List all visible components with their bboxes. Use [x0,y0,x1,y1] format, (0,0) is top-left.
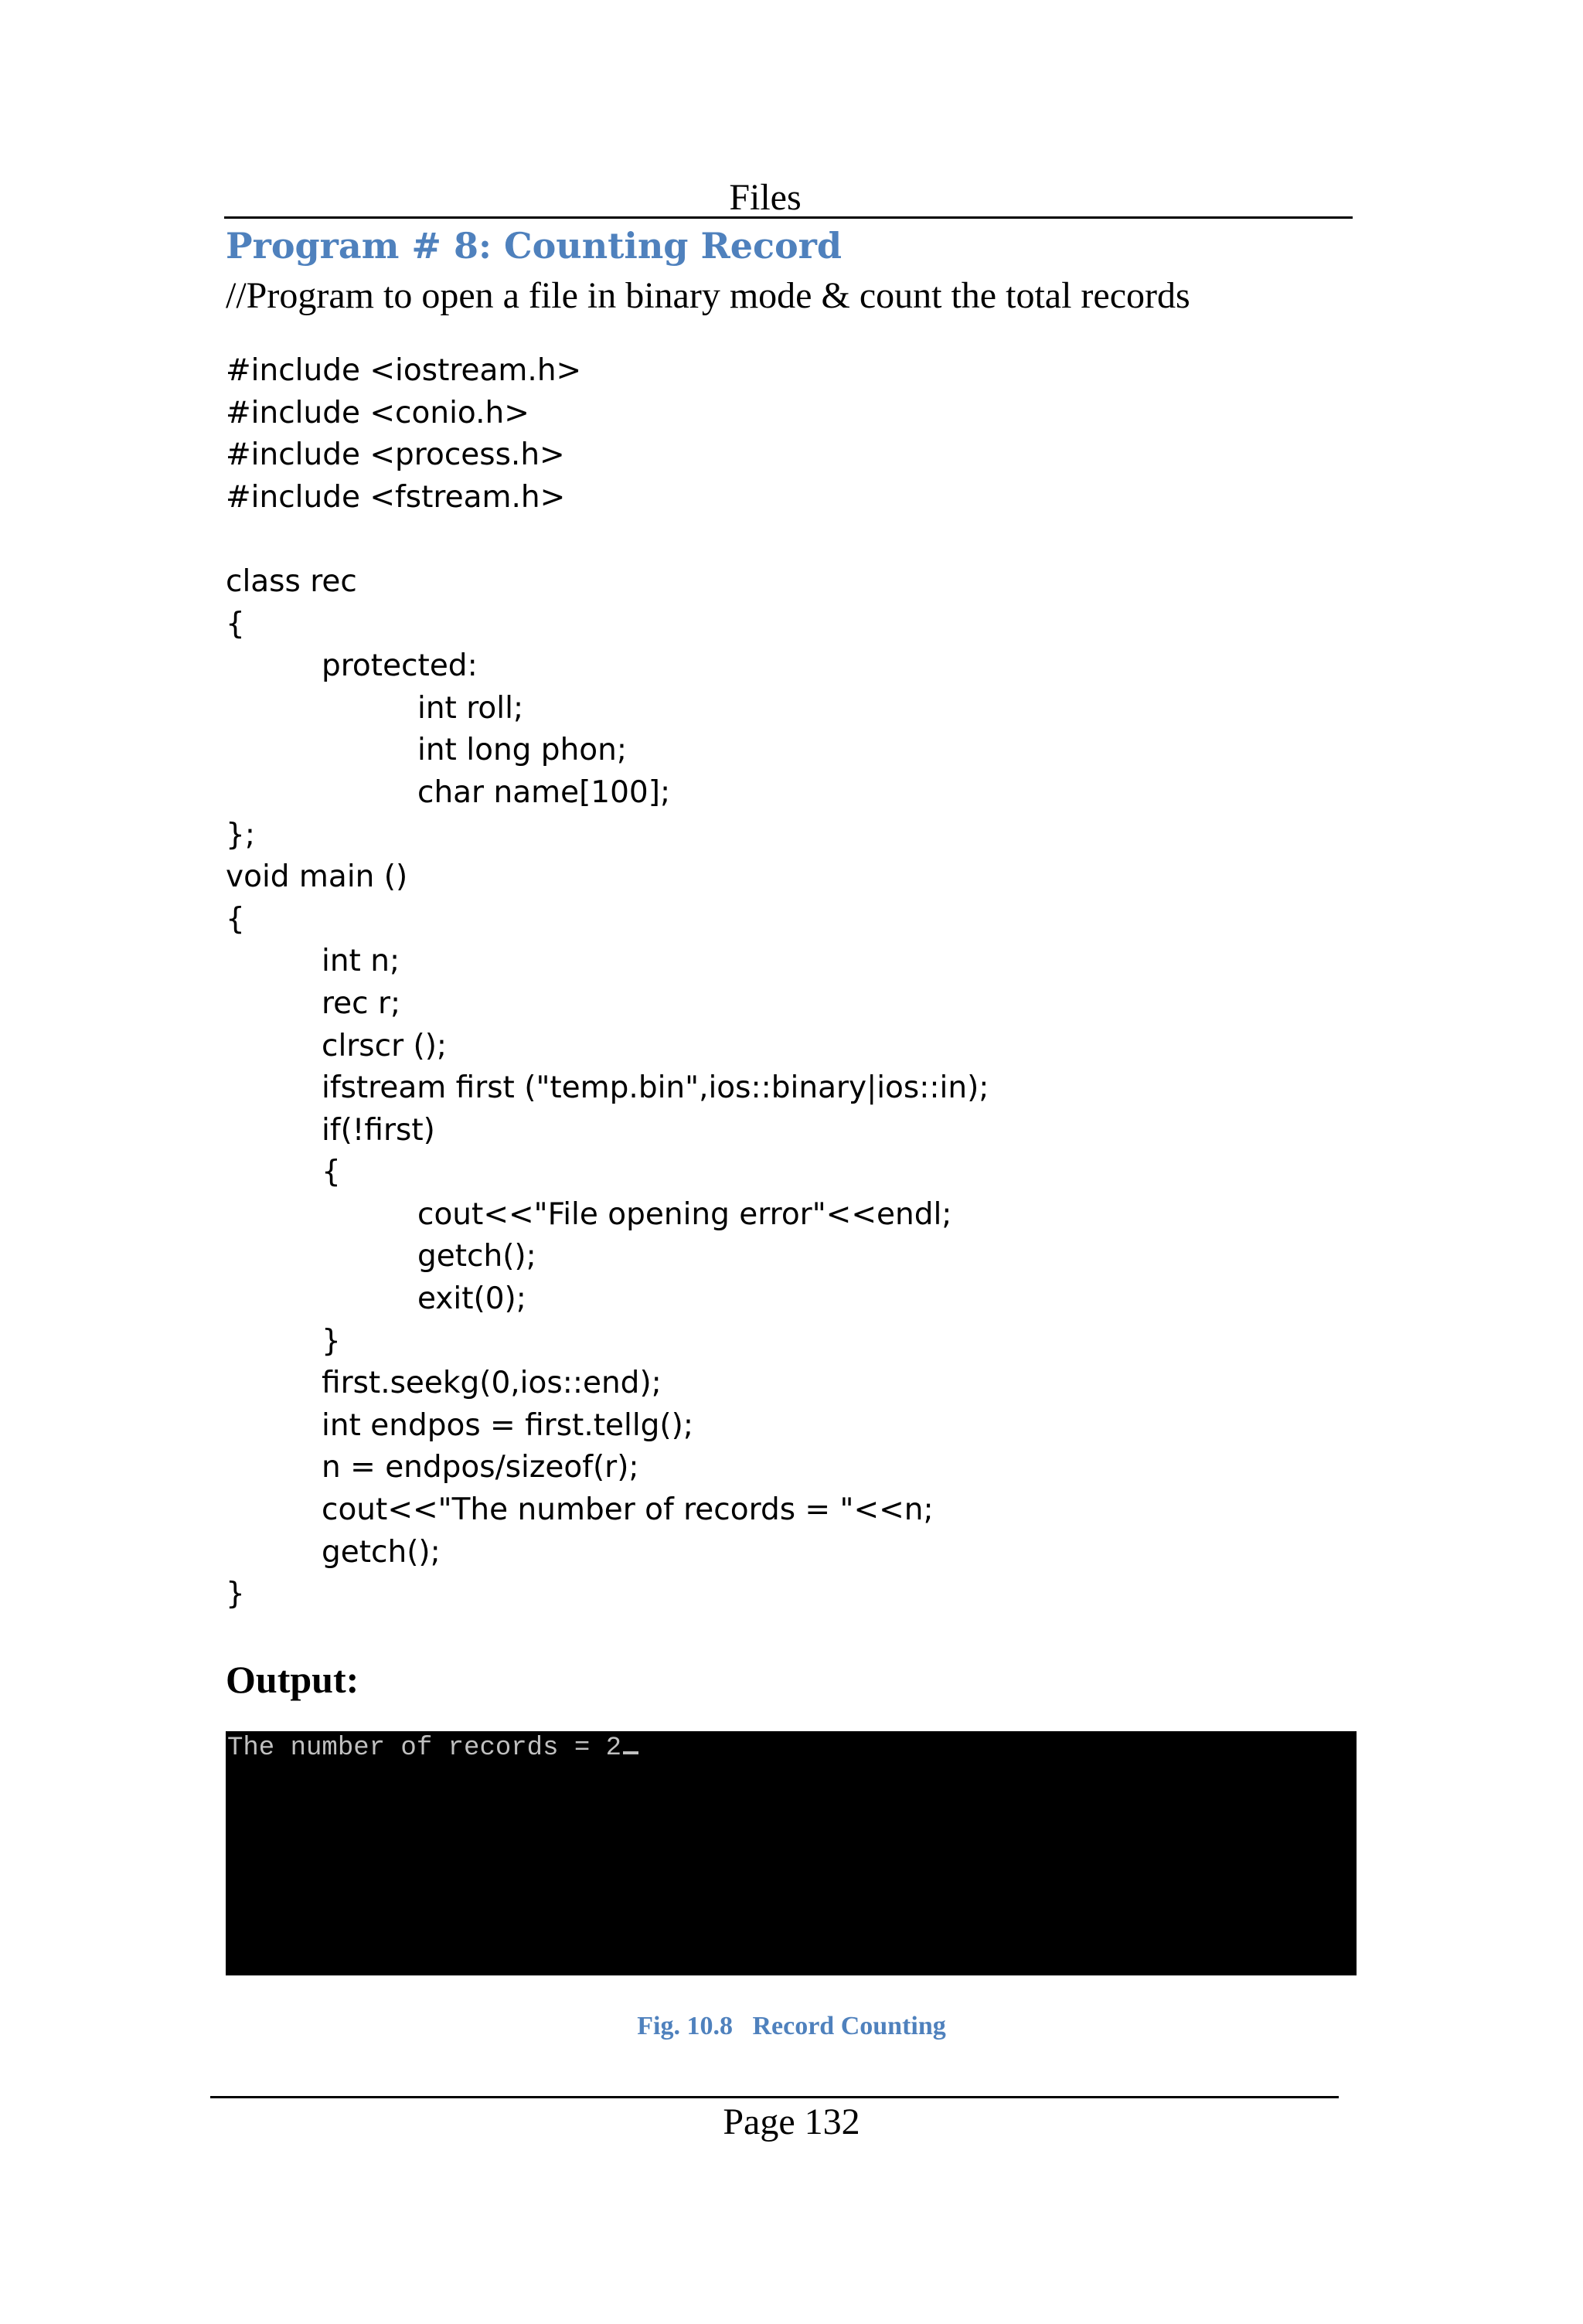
header-rule [224,216,1353,219]
code-line [226,519,989,561]
page-number: Page 132 [723,2101,860,2142]
code-line: char name[100]; [417,774,671,810]
code-line: #include <fstream.h> [226,479,566,515]
code-line: #include <iostream.h> [226,353,582,388]
console-output-line [227,1733,638,1764]
code-line: n = endpos/sizeof(r); [322,1450,639,1485]
code-line: #include <conio.h> [226,395,529,430]
code-line: { [322,1155,341,1190]
code-line: int endpos = first.tellg(); [322,1407,694,1443]
code-line: ifstream first ("temp.bin",ios::binary|ios::in); [322,1070,989,1106]
code-line: int roll; [417,690,524,726]
code-line: clrscr (); [322,1028,448,1063]
code-line: cout<<"File opening error"<<endl; [417,1196,952,1232]
running-header-title: Files [729,177,802,218]
code-line: }; [226,817,255,852]
code-line: int long phon; [417,733,628,768]
code-line: class rec [226,563,357,599]
code-line: #include <process.h> [226,437,565,473]
code-line: } [226,1577,245,1612]
code-line: first.seekg(0,ios::end); [322,1366,662,1401]
code-line: exit(0); [417,1281,526,1317]
code-line: void main () [226,859,408,895]
program-heading: Program # 8: Counting Record [226,225,843,267]
console-output-text: The number of records = 2 [227,1734,622,1763]
footer-rule [210,2096,1339,2098]
output-heading: Output: [226,1658,359,1701]
code-line: getch(); [322,1534,441,1570]
code-line: cout<<"The number of records = "<<n; [322,1492,934,1528]
code-line: protected: [322,648,478,684]
console-cursor [623,1751,638,1754]
code-line: { [226,901,245,937]
code-line: getch(); [417,1239,536,1274]
figure-caption: Fig. 10.8 Record Counting [637,2012,946,2040]
code-line: if(!first) [322,1112,435,1148]
console-output-screenshot [226,1731,1357,1975]
code-line: int n; [322,944,400,979]
code-listing [226,350,989,1616]
program-comment: //Program to open a file in binary mode & count the total records [226,275,1190,316]
code-line: } [322,1323,341,1359]
code-line: { [226,606,245,641]
code-line: rec r; [322,985,401,1021]
